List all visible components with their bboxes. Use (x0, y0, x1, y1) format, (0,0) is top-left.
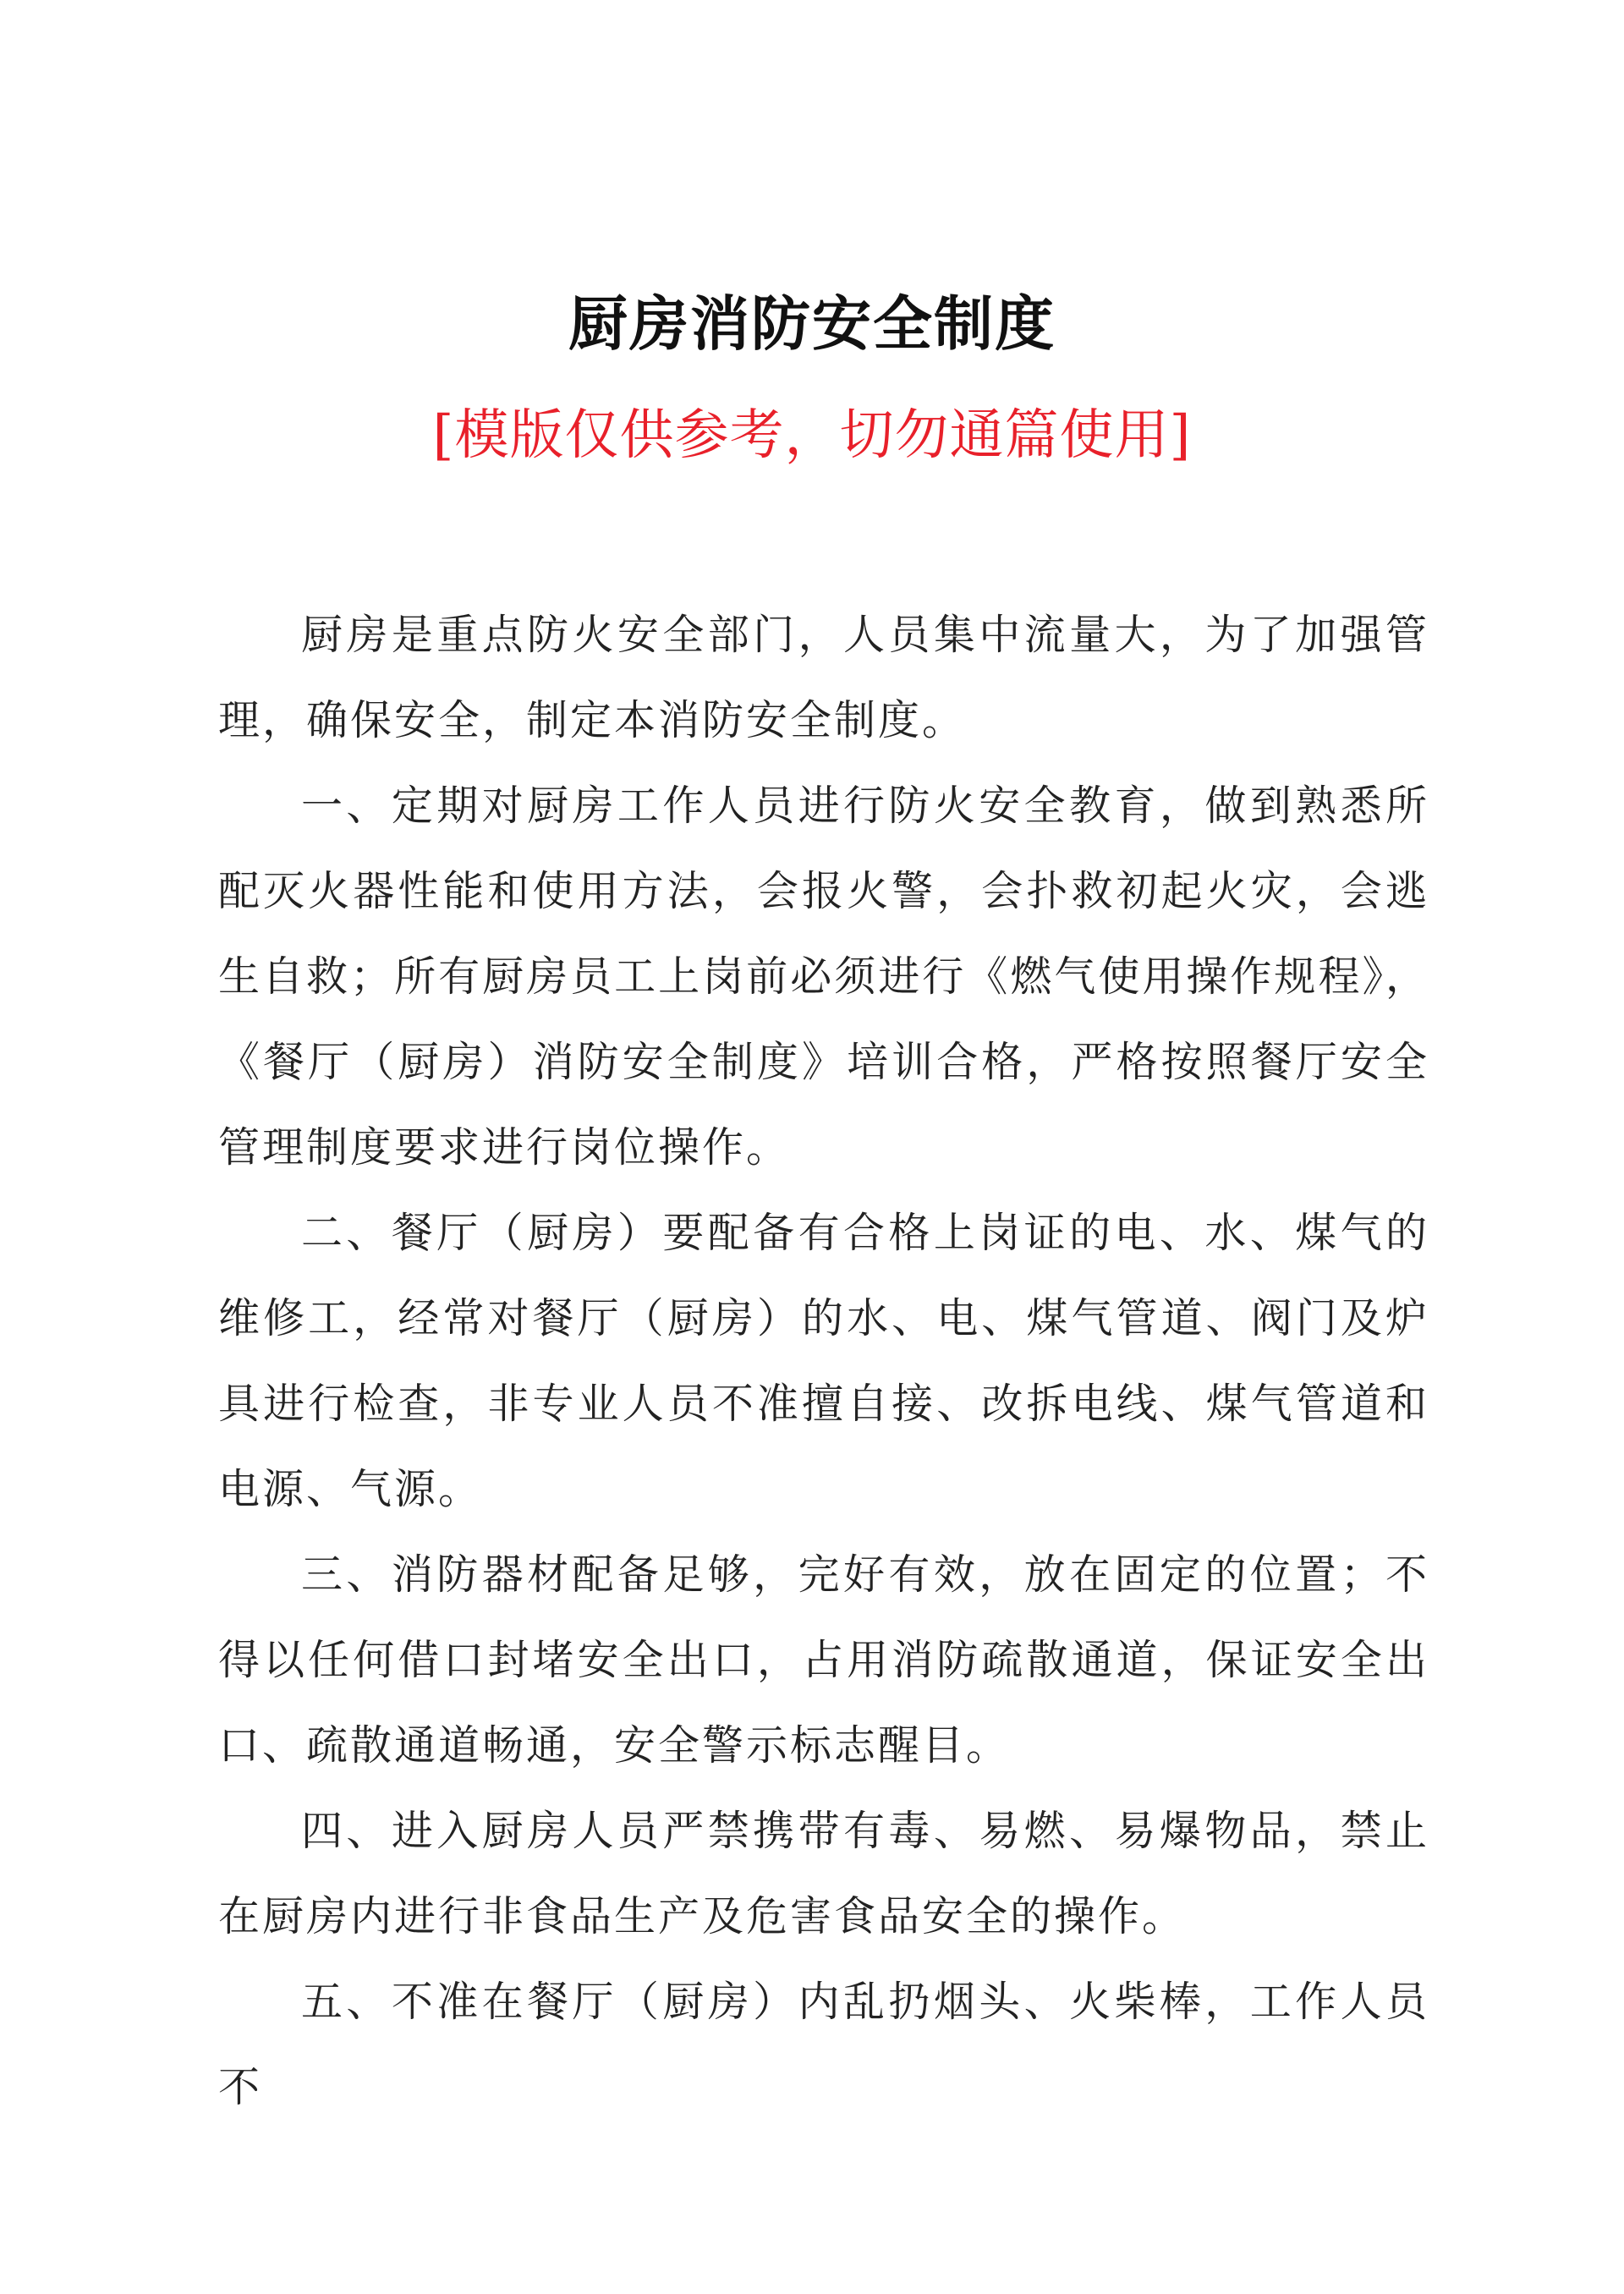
paragraph-intro: 厨房是重点防火安全部门，人员集中流量大，为了加强管理，确保安全，制定本消防安全制度。 (218, 611, 1429, 744)
document-title: 厨房消防安全制度 (568, 288, 1056, 359)
paragraph-item-3: 三、消防器材配备足够，完好有效，放在固定的位置；不得以任何借口封堵安全出口，占用消防疏散通道，保证安全出口、疏散通道畅通，安全警示标志醒目。 (218, 1550, 1429, 1770)
paragraph-item-5: 五、不准在餐厅（厨房）内乱扔烟头、火柴棒，工作人员不 (218, 1978, 1429, 2111)
template-notice: [模版仅供参考，切勿通篇使用] (432, 404, 1192, 467)
paragraph-item-2: 二、餐厅（厨房）要配备有合格上岗证的电、水、煤气的维修工，经常对餐厅（厨房）的水、电、煤气管道、阀门及炉具进行检查，非专业人员不准擅自接、改拆电线、煤气管道和电源、气源。 (218, 1209, 1429, 1513)
paragraph-item-4: 四、进入厨房人员严禁携带有毒、易燃、易爆物品，禁止在厨房内进行非食品生产及危害食品安全的操作。 (218, 1807, 1429, 1940)
paragraph-item-1: 一、定期对厨房工作人员进行防火安全教育，做到熟悉所配灭火器性能和使用方法，会报火警，会扑救初起火灾，会逃生自救；所有厨房员工上岗前必须进行《燃气使用操作规程》，《餐厅（厨房）消防安全制度》培训合格，严格按照餐厅安全管理制度要求进行岗位操作。 (218, 782, 1429, 1172)
document-body (218, 592, 1429, 2130)
